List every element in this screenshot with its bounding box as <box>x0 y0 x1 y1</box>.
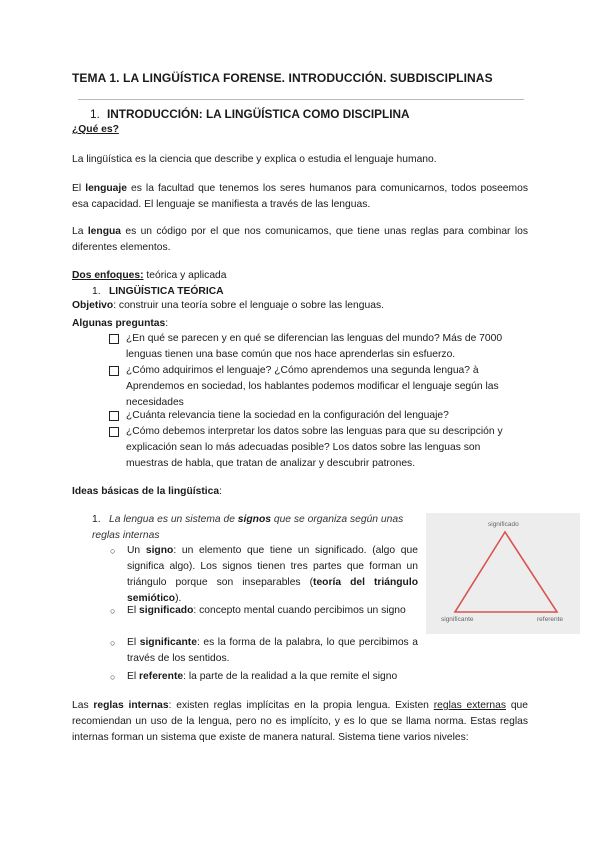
checkbox-icon[interactable] <box>109 334 119 344</box>
paragraph-linguistica: La lingüística es la ciencia que describe y explica o estudia el lenguaje humano. <box>72 154 437 165</box>
paragraph-lenguaje: El lenguaje es la facultad que tenemos los seres humanos para comunicarnos, todos poseemos esa capacidad. El lenguaje se manifiesta a través de las lenguas. <box>72 183 528 210</box>
idea-item-1: 1. La lengua es un sistema de signos que se organiza según unas reglas internas <box>92 514 404 541</box>
circle-bullet-icon: ○ <box>110 638 116 648</box>
section-number: 1. <box>90 107 100 121</box>
question-item: ¿En qué se parecen y en qué se diferencian las lenguas del mundo? Más de 7000 lenguas tienen una base común que nos hace aprenderlas sin esfuerzo. <box>109 331 523 363</box>
figure-label-significante: significante <box>441 616 474 623</box>
bullet-significado: ○ El significado: concepto mental cuando percibimos un signo <box>110 603 418 619</box>
question-item: ¿Cómo adquirimos el lenguaje? ¿Cómo aprendemos una segunda lengua? à Aprendemos en sociedad, los hablantes podemos modificar el lenguaje según las necesidades <box>109 363 523 411</box>
circle-bullet-icon: ○ <box>110 672 116 682</box>
term-reglas-externas: reglas externas <box>433 700 507 711</box>
term-lengua: lengua <box>87 226 121 237</box>
section-heading-text: INTRODUCCIÓN: LA LINGÜÍSTICA COMO DISCIPLINA <box>107 107 410 121</box>
checkbox-icon[interactable] <box>109 411 119 421</box>
question-heading: ¿Qué es? <box>72 124 119 135</box>
figure-label-referente: referente <box>537 616 564 623</box>
preguntas-heading: Algunas preguntas: <box>72 318 169 329</box>
bullet-signo: ○ Un signo: un elemento que tiene un significado. (algo que significa algo). Los signos tienen tres partes que forman un triángulo porque son inseparables (teoría del triángulo semiótico). <box>110 545 418 604</box>
figure-label-significado: significado <box>488 521 519 528</box>
triangle-shape <box>455 532 557 612</box>
question-item: ¿Cómo debemos interpretar los datos sobre las lenguas para que su descripción y explicación sean lo más adecuadas posible? Los datos sobre las lenguas son muestras de habla, que tratan de analizar y descubrir patrones. <box>109 424 523 472</box>
term-reglas-internas: reglas internas <box>93 700 169 711</box>
title-divider <box>78 99 524 100</box>
enfoques-line: Dos enfoques: teórica y aplicada <box>72 270 227 281</box>
document-title: TEMA 1. LA LINGÜÍSTICA FORENSE. INTRODUCCIÓN. SUBDISCIPLINAS <box>72 71 493 85</box>
enfoques-label: Dos enfoques: <box>72 270 144 281</box>
semiotic-triangle-figure <box>426 513 580 634</box>
paragraph-lengua: La lengua es un código por el que nos comunicamos, que tiene unas reglas para combinar los diferentes elementos. <box>72 226 528 253</box>
ideas-heading: Ideas básicas de la lingüística: <box>72 486 222 497</box>
term-lenguaje: lenguaje <box>85 183 127 194</box>
question-item: ¿Cuánta relevancia tiene la sociedad en la configuración del lenguaje? <box>109 408 523 424</box>
subsection-number: 1. <box>92 286 101 297</box>
paragraph-reglas: Las reglas internas: existen reglas implícitas en la propia lengua. Existen reglas externas que recomiendan un uso de la lengua, pero no es implícito, y es lo que se llama norma. Estas reglas internas forman un sistema que existe de manera natural. Sistema tiene varios niveles: <box>72 700 528 743</box>
section-heading-introduccion <box>90 107 410 121</box>
circle-bullet-icon: ○ <box>110 606 116 616</box>
circle-bullet-icon: ○ <box>110 546 116 556</box>
bullet-significante: ○ El significante: es la forma de la palabra, lo que percibimos a través de los sentidos. <box>110 637 418 664</box>
objetivo-line: Objetivo: construir una teoría sobre el lenguaje o sobre las lenguas. <box>72 300 384 311</box>
objetivo-label: Objetivo <box>72 300 114 311</box>
subsection-heading-teorica: 1. LINGÜÍSTICA TEÓRICA <box>92 284 224 300</box>
bullet-referente: ○ El referente: la parte de la realidad a la que remite el signo <box>110 669 418 685</box>
checkbox-icon[interactable] <box>109 366 119 376</box>
term-signos: signos <box>237 514 271 525</box>
checkbox-icon[interactable] <box>109 427 119 437</box>
